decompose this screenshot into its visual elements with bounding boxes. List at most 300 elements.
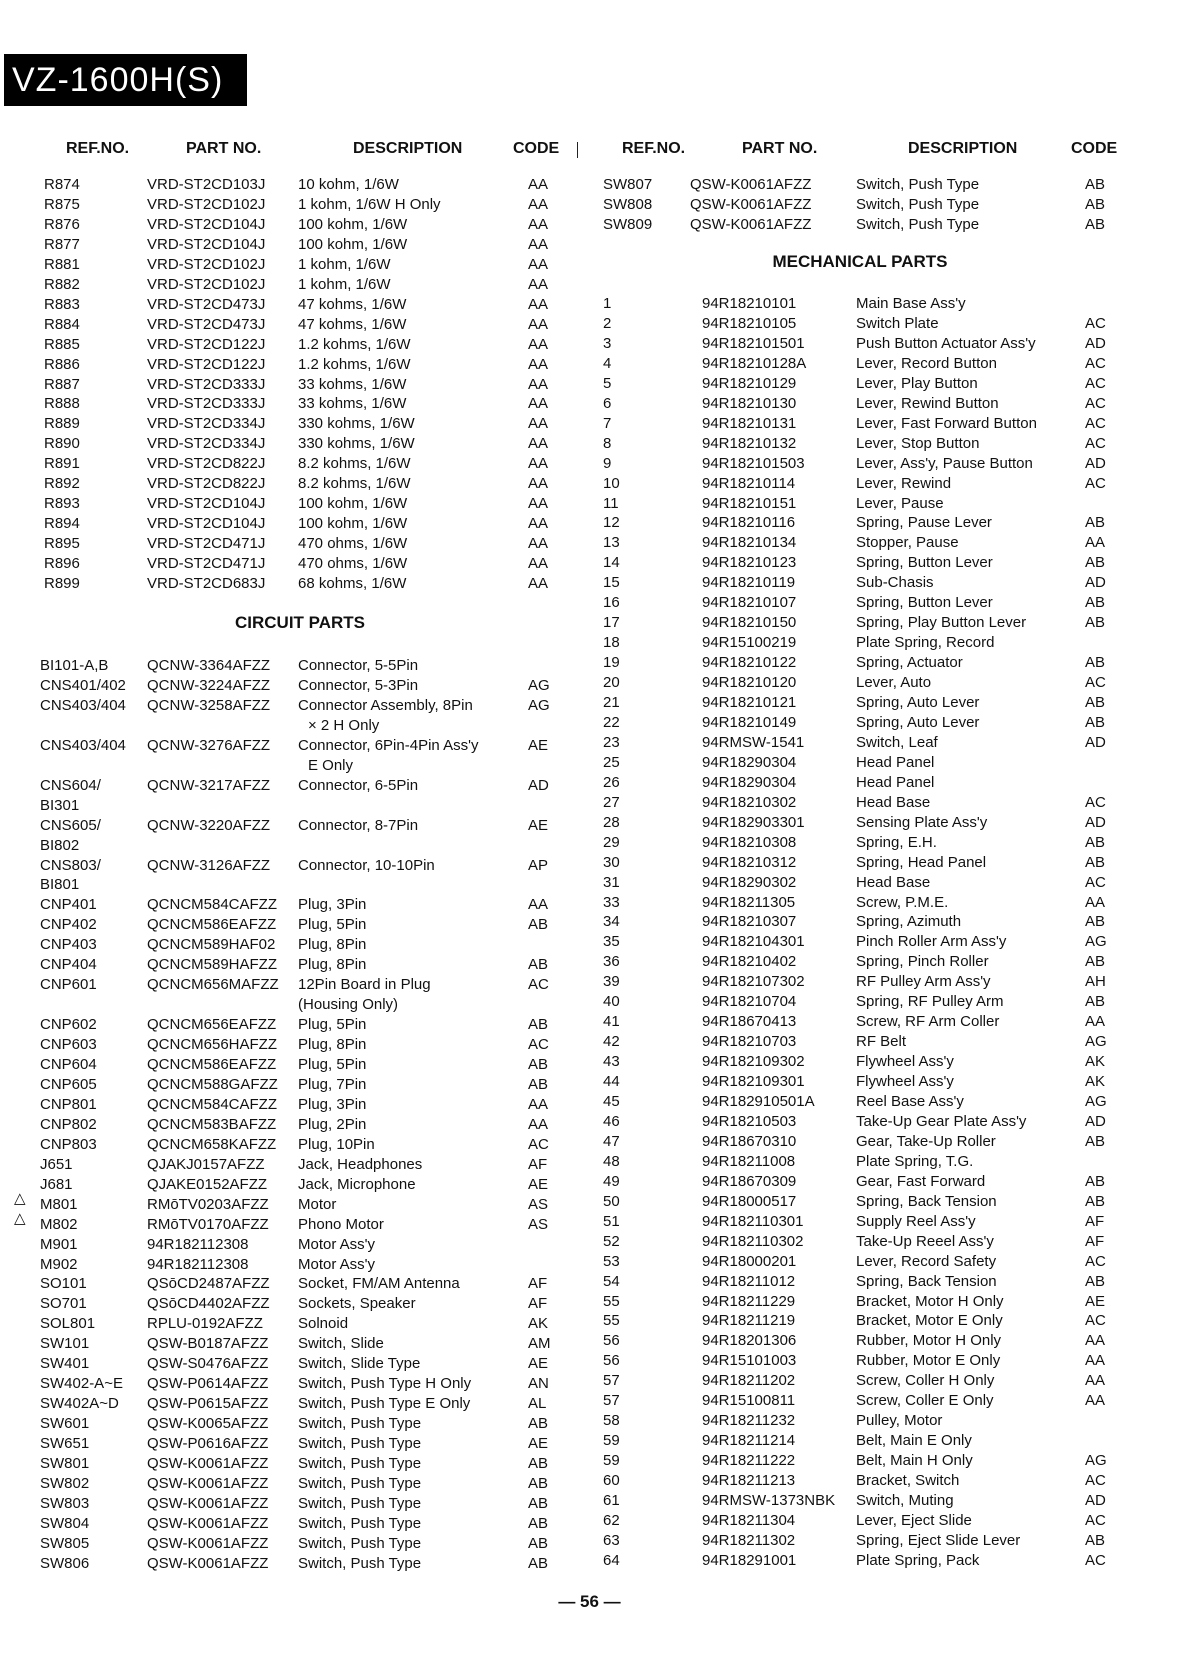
description: Screw, Coller E Only [856,1392,994,1410]
ref-no: 30 [603,853,620,871]
description: Spring, Azimuth [856,913,962,931]
part-no: QCNCM583BAFZZ [147,1115,277,1133]
col-part-right: PART NO. [742,140,818,157]
part-no: 94R182109302 [702,1053,805,1071]
code: AD [1085,454,1106,472]
ref-no: 3 [603,334,612,352]
ref-no: SW804 [40,1514,90,1532]
part-no: QJAKE0152AFZZ [147,1175,268,1193]
description: Motor [298,1195,337,1213]
description: Plate Spring, T.G. [856,1152,974,1170]
part-no: 94R18211008 [702,1152,796,1170]
code: AA [528,455,549,473]
ref-no: R875 [44,195,80,213]
description: Switch, Slide [298,1335,384,1353]
part-no: 94R18210151 [702,494,797,512]
description: Pinch Roller Arm Ass'y [856,933,1007,951]
code: AA [528,355,549,373]
description: 1.2 kohms, 1/6W [298,335,411,353]
code: AA [528,395,549,413]
ref-no: 36 [603,953,620,971]
ref-no: CNP402 [40,916,97,934]
part-no: 94R182109301 [702,1073,805,1091]
ref-no: CNP603 [40,1036,97,1054]
part-no: 94R18210132 [702,434,797,452]
part-no: 94R18670309 [702,1172,797,1190]
ref-no: 18 [603,634,620,652]
code: AC [1085,1472,1106,1490]
part-no: QCNCM656MAFZZ [147,976,279,994]
parts-row [0,255,1179,275]
code: AB [1085,1132,1106,1150]
parts-row [0,713,1179,733]
code: AB [1085,853,1106,871]
code: AF [528,1155,548,1173]
code: AA [528,415,549,433]
part-no: QCNCM589HAF02 [147,936,276,954]
part-no: VRD-ST2CD104J [147,215,266,233]
ref-no: 23 [603,733,620,751]
part-no: 94R18210122 [702,654,797,672]
code: AC [1085,873,1106,891]
ref-no: 22 [603,713,620,731]
parts-row [0,374,1179,394]
ref-no: M902 [40,1255,78,1273]
code: AB [528,1534,549,1552]
parts-row [0,1132,1179,1152]
part-no: QCNW-3258AFZZ [147,696,271,714]
description: 1 kohm, 1/6W [298,255,391,273]
ref-no: 58 [603,1412,620,1430]
description: Push Button Actuator Ass'y [856,334,1036,352]
col-code-left: CODE [513,140,560,157]
part-no: 94R18291001 [702,1551,797,1569]
code: AS [528,1195,549,1213]
code: AC [1085,1511,1106,1529]
part-no: 94R18210308 [702,833,797,851]
ref-no: CNP601 [40,976,97,994]
code: AD [1085,813,1106,831]
description: Pulley, Motor [856,1412,943,1430]
ref-no: SW808 [603,195,653,213]
ref-no: SW802 [40,1474,90,1492]
ref-no: CNS803/ [40,856,101,874]
ref-no: SW807 [603,176,653,193]
parts-row [0,932,1179,952]
part-no: 94R18210121 [702,694,797,711]
code: AA [528,195,549,213]
part-no: QCNW-3276AFZZ [147,736,271,754]
part-no: 94R18210116 [702,514,796,532]
part-no: 94R18210128A [702,354,807,372]
parts-row [0,1172,1179,1192]
part-no: 94R182101501 [702,334,805,352]
parts-row [0,1012,1179,1032]
ref-no: R895 [44,535,80,553]
ref-no: CNS403/404 [40,696,126,714]
part-no: 94R18000201 [702,1252,797,1270]
description: Lever, Ass'y, Pause Button [856,454,1033,472]
code: AD [1085,574,1106,592]
ref-no: CNP404 [40,956,97,974]
parts-row [0,1491,1179,1511]
code: AC [528,1135,549,1153]
ref-no: 9 [603,454,612,472]
ref-no: 20 [603,674,620,692]
ref-no: 43 [603,1053,620,1071]
code: AA [528,896,549,914]
description: Spring, Button Lever [856,594,993,612]
part-no: 94R18670310 [702,1132,797,1150]
parts-row [0,294,1179,314]
ref-no: R890 [44,435,80,453]
ref-no: 5 [603,374,612,392]
description: 1 kohm, 1/6W H Only [298,195,441,213]
ref-no: 39 [603,973,620,991]
code: AC [1085,474,1106,492]
ref-no: 50 [603,1192,620,1210]
description: Gear, Fast Forward [856,1172,986,1190]
ref-no: 56 [603,1352,620,1370]
code: AE [528,736,549,754]
description: Lever, Rewind [856,474,952,492]
part-no: VRD-ST2CD683J [147,575,266,592]
description: Bracket, Motor H Only [856,1292,1004,1310]
description: Switch, Push Type [298,1494,422,1512]
description: Stopper, Pause [856,534,959,552]
ref-no: 55 [603,1312,620,1330]
ref-no: CNP604 [40,1056,97,1073]
part-no: 94R18210149 [702,713,797,731]
part-no: 94R18211222 [702,1452,796,1470]
code: AB [1085,195,1106,213]
part-no: 94R18211232 [702,1412,796,1430]
code: AN [528,1375,549,1393]
part-no: QCNCM586EAFZZ [147,1056,277,1073]
ref-no: 59 [603,1452,620,1470]
description: Switch, Push Type E Only [298,1395,471,1413]
code: AA [528,435,549,453]
caution-triangle-icon: △ [14,1210,26,1227]
ref-no: 62 [603,1511,620,1529]
part-no: QCNCM584CAFZZ [147,896,278,914]
description: Switch, Push Type [298,1514,422,1532]
part-no: QSW-K0061AFZZ [147,1494,269,1512]
part-no: 94R18000517 [702,1192,797,1210]
parts-row [0,1391,1179,1411]
description: Flywheel Ass'y [856,1073,954,1091]
description: Switch, Push Type [298,1534,422,1552]
code: AE [528,1355,549,1373]
part-no: QSW-K0065AFZZ [147,1415,269,1433]
part-no: VRD-ST2CD102J [147,275,266,293]
code: AA [528,275,549,293]
parts-row [0,1272,1179,1292]
ref-no: 2 [603,314,612,332]
description: Connector, 6Pin-4Pin Ass'y [298,736,479,754]
part-no: 94R18210402 [702,953,797,971]
parts-row [0,414,1179,434]
parts-row [0,1371,1179,1391]
parts-row [0,1072,1179,1092]
code: AH [1085,973,1106,991]
code: AA [528,295,549,313]
ref-no: 12 [603,514,620,532]
part-no: VRD-ST2CD104J [147,495,266,513]
parts-row [0,912,1179,932]
code: AA [528,475,549,493]
description: Flywheel Ass'y [856,1053,954,1071]
code: AK [1085,1073,1106,1091]
part-no: VRD-ST2CD822J [147,455,266,473]
part-no: QSW-K0061AFZZ [147,1474,269,1492]
part-no: VRD-ST2CD104J [147,235,266,253]
description: Switch, Push Type [856,195,980,213]
ref-no: R883 [44,295,80,313]
part-no: VRD-ST2CD104J [147,515,266,533]
parts-row [0,1252,1179,1272]
part-no: QSW-S0476AFZZ [147,1355,269,1373]
part-no: VRD-ST2CD334J [147,435,266,453]
ref-no: 46 [603,1112,620,1130]
code: AB [1085,654,1106,672]
description: Motor Ass'y [298,1255,376,1273]
part-no: RPLU-0192AFZZ [147,1315,263,1333]
ref-no: 61 [603,1492,620,1509]
description: Plug, 5Pin [298,1016,367,1034]
code: AB [528,1016,549,1034]
ref-no: SW651 [40,1435,90,1453]
code: AD [1085,1112,1106,1130]
parts-row [0,753,1179,773]
ref-no: R887 [44,375,80,393]
code: AA [528,495,549,513]
part-no: 94R182107302 [702,973,805,991]
description: Plate Spring, Pack [856,1551,980,1569]
description: Connector Assembly, 8Pin [298,696,473,714]
code: AB [1085,1272,1106,1290]
description: Plug, 8Pin [298,936,367,954]
description: Lever, Play Button [856,374,978,392]
description: Bracket, Switch [856,1472,960,1490]
description: Supply Reel Ass'y [856,1212,976,1230]
part-no: 94R182112308 [147,1235,249,1253]
code: AA [1085,1352,1106,1370]
ref-no: 26 [603,773,620,791]
code: AB [1085,1172,1106,1190]
ref-no: R884 [44,315,80,333]
parts-row [0,1531,1179,1551]
description: Switch, Push Type [856,176,980,193]
part-no: VRD-ST2CD473J [147,295,266,313]
parts-row [0,1551,1179,1571]
description: Screw, P.M.E. [856,893,949,911]
parts-row [0,633,1179,653]
part-no: 94R18211202 [702,1372,796,1390]
description: Bracket, Motor E Only [856,1312,1003,1330]
part-no: 94R18290304 [702,773,797,791]
code: AK [1085,1053,1106,1071]
description: 8.2 kohms, 1/6W [298,475,411,493]
code: AG [1085,1452,1107,1470]
ref-no: 16 [603,594,620,612]
part-no: 94R18210131 [702,414,797,432]
ref-no: 19 [603,654,620,672]
ref-no: CNS403/404 [40,736,126,754]
description: Connector, 8-7Pin [298,816,419,834]
ref-no: CNS604/ [40,776,101,794]
part-no: QSW-P0615AFZZ [147,1395,269,1413]
ref-no: R888 [44,395,80,413]
description: 33 kohms, 1/6W [298,375,407,393]
code: AA [528,315,549,333]
parts-row [0,952,1179,972]
parts-row [0,474,1179,494]
code: AB [1085,554,1106,572]
parts-row [0,1092,1179,1112]
ref-no: SOL801 [40,1315,96,1333]
ref-no: BI101-A,B [40,657,109,674]
parts-row [0,334,1179,354]
code: AA [528,575,549,592]
part-no: 94R182112308 [147,1255,249,1273]
parts-row [0,873,1179,893]
code: AG [528,676,550,694]
description: Plug, 3Pin [298,896,367,914]
ref-no: 6 [603,394,612,412]
parts-row [0,1431,1179,1451]
description: Spring, Button Lever [856,554,993,572]
description: Spring, RF Pulley Arm [856,993,1004,1011]
ref-no: 25 [603,753,620,771]
part-no: QCNCM588GAFZZ [147,1075,278,1093]
parts-row [0,533,1179,553]
part-no: 94RMSW-1373NBK [702,1492,836,1509]
description: Phono Motor [298,1215,384,1233]
code: AF [528,1295,548,1313]
parts-row [0,893,1179,913]
part-no: 94R18210129 [702,374,797,392]
ref-no: 8 [603,434,612,452]
part-no: 94R18211304 [702,1511,796,1529]
parts-row [0,1212,1179,1232]
parts-row [0,1411,1179,1431]
part-no: VRD-ST2CD102J [147,255,266,273]
code: AB [528,1415,549,1433]
description: Switch, Push Type [298,1435,422,1453]
parts-row [0,992,1179,1012]
code: AB [1085,215,1106,233]
code: AA [528,335,549,353]
ref-no: SW803 [40,1494,90,1512]
col-part-left: PART NO. [186,140,262,157]
part-no: QSW-B0187AFZZ [147,1335,269,1353]
description: Spring, Play Button Lever [856,614,1027,632]
ref-no: 51 [603,1212,620,1230]
parts-row [0,793,1179,813]
description: Switch, Slide Type [298,1355,421,1373]
description: Switch, Push Type [856,215,980,233]
ref-no: 49 [603,1172,620,1190]
part-no: 94R15100811 [702,1392,796,1410]
ref-no: 59 [603,1432,620,1450]
part-no: 94R182903301 [702,813,805,831]
description: RF Pulley Arm Ass'y [856,973,991,991]
part-no: VRD-ST2CD471J [147,535,266,553]
page-number: — 56 — [558,1592,621,1611]
ref-no: 52 [603,1232,620,1250]
part-no: QSōCD4402AFZZ [147,1295,270,1313]
parts-row [0,354,1179,374]
parts-row [0,813,1179,833]
ref-no: R882 [44,275,80,293]
parts-row [0,1232,1179,1252]
code: AB [1085,514,1106,532]
description: Motor Ass'y [298,1235,376,1253]
description: Spring, Auto Lever [856,694,980,711]
description: Lever, Auto [856,674,932,692]
part-no: VRD-ST2CD122J [147,335,266,353]
parts-row [0,235,1179,255]
code: AC [1085,314,1106,332]
part-no: 94R18210120 [702,674,797,692]
mechanical-parts-heading: MECHANICAL PARTS [772,252,948,271]
parts-row [0,1511,1179,1531]
description: Spring, Back Tension [856,1192,997,1210]
ref-no: CNP802 [40,1115,97,1133]
part-no: 94R182110301 [702,1212,804,1230]
description: Switch, Muting [856,1492,954,1509]
part-no: QCNCM658KAFZZ [147,1135,277,1153]
code: AB [528,1455,549,1472]
code: AD [1085,733,1106,751]
code: AC [1085,793,1106,811]
code: AB [528,1514,549,1532]
description: Switch, Push Type [298,1455,422,1472]
parts-row [0,434,1179,454]
ref-no: R877 [44,235,80,253]
part-no: 94R18211219 [702,1312,796,1330]
description: Belt, Main H Only [856,1452,973,1470]
description: 12Pin Board in Plug [298,976,431,994]
code: AG [528,696,550,714]
description: Head Base [856,793,931,811]
ref-no: 35 [603,933,620,951]
parts-row [0,1471,1179,1491]
ref-no: R886 [44,355,80,373]
part-no: VRD-ST2CD471J [147,555,266,573]
description: (Housing Only) [298,996,399,1014]
ref-no: 56 [603,1332,620,1350]
ref-no: 17 [603,614,620,632]
description: Spring, Auto Lever [856,713,980,731]
part-no: QSW-K0061AFZZ [147,1455,269,1472]
part-no: VRD-ST2CD473J [147,315,266,333]
parts-row [0,275,1179,295]
ref-no: 15 [603,574,620,592]
part-no: 94R18290302 [702,873,797,891]
ref-no: BI802 [40,836,80,854]
description: Plug, 7Pin [298,1075,367,1093]
part-no: QCNCM589HAFZZ [147,956,278,974]
code: AA [1085,534,1106,552]
description: Screw, Coller H Only [856,1372,995,1390]
description: Spring, Back Tension [856,1272,997,1290]
part-no: QSW-K0061AFZZ [690,176,812,193]
description: Lever, Fast Forward Button [856,414,1037,432]
code: AA [528,1115,549,1133]
ref-no: R889 [44,415,80,433]
